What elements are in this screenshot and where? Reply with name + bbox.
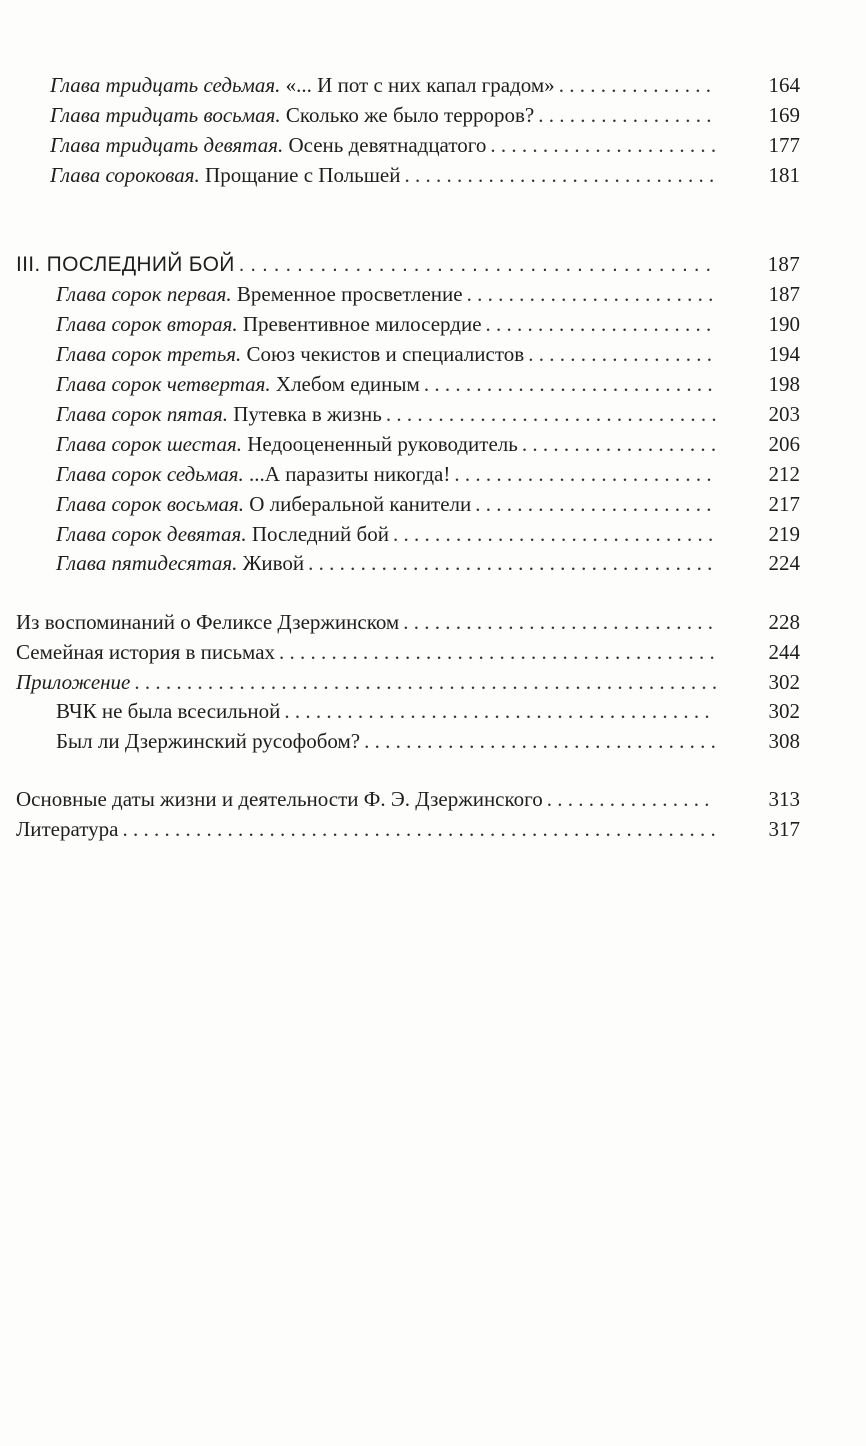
dot-leader [284,698,716,724]
page-number: 212 [768,462,800,486]
chapter-title: Сколько же было терроров? [285,103,535,127]
entry-title: ВЧК не была всесильной [56,699,281,723]
toc-entry [50,72,800,98]
toc-entry [56,431,800,457]
toc-entry [56,341,800,367]
dot-leader [279,639,716,665]
chapter-label: Глава тридцать седьмая. [50,73,281,97]
chapter-title: Прощание с Польшей [205,163,401,187]
chapter-title: Последний бой [251,522,389,546]
toc-entry [50,162,800,188]
chapter-title: «... И пот с них капал градом» [285,73,555,97]
dot-leader [403,609,716,635]
toc-entry-literature [16,816,800,842]
chapter-label: Глава тридцать девятая. [50,133,284,157]
page-number: 190 [768,312,800,336]
chapter-title: Путевка в жизнь [233,402,382,426]
page-number: 244 [768,640,800,664]
chapter-label: Глава сорок седьмая. [56,462,244,486]
dot-leader [393,521,716,547]
entry-title: Литература [16,817,119,841]
toc-entry [56,728,800,754]
dot-leader [490,132,716,158]
chapter-title: Живой [242,551,305,575]
toc-entry [56,521,800,547]
chapter-title: Хлебом единым [275,372,420,396]
toc-entry [56,371,800,397]
page-number: 203 [768,402,800,426]
page-number: 198 [768,372,800,396]
page-number: 219 [768,522,800,546]
entry-title: Семейная история в письмах [16,640,276,664]
dot-leader [547,786,716,812]
entry-title: Был ли Дзержинский русофобом? [56,729,361,753]
chapter-title: Осень девятнадцатого [288,133,487,157]
toc-entry-memoirs [16,609,800,635]
toc-entry [56,461,800,487]
chapter-label: Глава сорок вторая. [56,312,238,336]
dot-leader [386,401,716,427]
toc-entry [56,401,800,427]
dot-leader [538,102,716,128]
page-number: 187 [767,252,800,276]
entry-title: Приложение [16,670,131,694]
dot-leader [404,162,716,188]
dot-leader [134,669,716,695]
page-number: 164 [768,73,800,97]
toc-entry [56,698,800,724]
chapter-label: Глава сорок шестая. [56,432,242,456]
page-number: 228 [768,610,800,634]
dot-leader [467,281,716,307]
page-number: 169 [768,103,800,127]
chapter-label: Глава тридцать восьмая. [50,103,281,127]
page-number: 302 [768,670,800,694]
page-number: 308 [768,729,800,753]
chapter-title: Превентивное милосердие [242,312,482,336]
toc-entry [50,132,800,158]
chapter-label: Глава сорок третья. [56,342,242,366]
toc-entry [56,491,800,517]
toc-entry [56,281,800,307]
chapter-label: Глава сорок восьмая. [56,492,244,516]
chapter-title: Недооцененный руководитель [247,432,518,456]
page-number: 302 [768,699,800,723]
dot-leader [475,491,716,517]
chapter-label: Глава сорок первая. [56,282,232,306]
entry-title: Из воспоминаний о Феликсе Дзержинском [16,610,400,634]
chapter-title: О либеральной канители [249,492,472,516]
toc-entry [56,311,800,337]
part-heading [16,251,800,277]
page-number: 206 [768,432,800,456]
page-number: 313 [768,787,800,811]
dot-leader [559,72,716,98]
chapter-label: Глава сорок девятая. [56,522,247,546]
toc-entry [50,102,800,128]
dot-leader [486,311,716,337]
dot-leader [528,341,716,367]
toc-entry [56,550,800,576]
page-number: 317 [768,817,800,841]
chapter-title: Временное просветление [236,282,463,306]
chapter-label: Глава пятидесятая. [56,551,238,575]
dot-leader [308,550,716,576]
page-number: 217 [768,492,800,516]
chapter-label: Глава сорок четвертая. [56,372,271,396]
page-number: 177 [768,133,800,157]
chapter-label: Глава сорок пятая. [56,402,229,426]
chapter-title: ...А паразиты никогда! [249,462,451,486]
dot-leader [454,461,716,487]
page-number: 187 [768,282,800,306]
dot-leader [364,728,716,754]
chapter-label: Глава сороковая. [50,163,200,187]
dot-leader [424,371,716,397]
part-title: III. ПОСЛЕДНИЙ БОЙ [16,253,235,276]
page-number: 194 [768,342,800,366]
dot-leader [239,252,716,278]
page-number: 224 [768,551,800,575]
toc-entry-dates [16,786,800,812]
toc-entry-family [16,639,800,665]
toc-entry-appendix [16,669,800,695]
chapter-title: Союз чекистов и специалистов [246,342,525,366]
dot-leader [522,431,716,457]
entry-title: Основные даты жизни и деятельности Ф. Э. Дзержинского [16,787,543,811]
dot-leader [122,816,716,842]
page-number: 181 [768,163,800,187]
